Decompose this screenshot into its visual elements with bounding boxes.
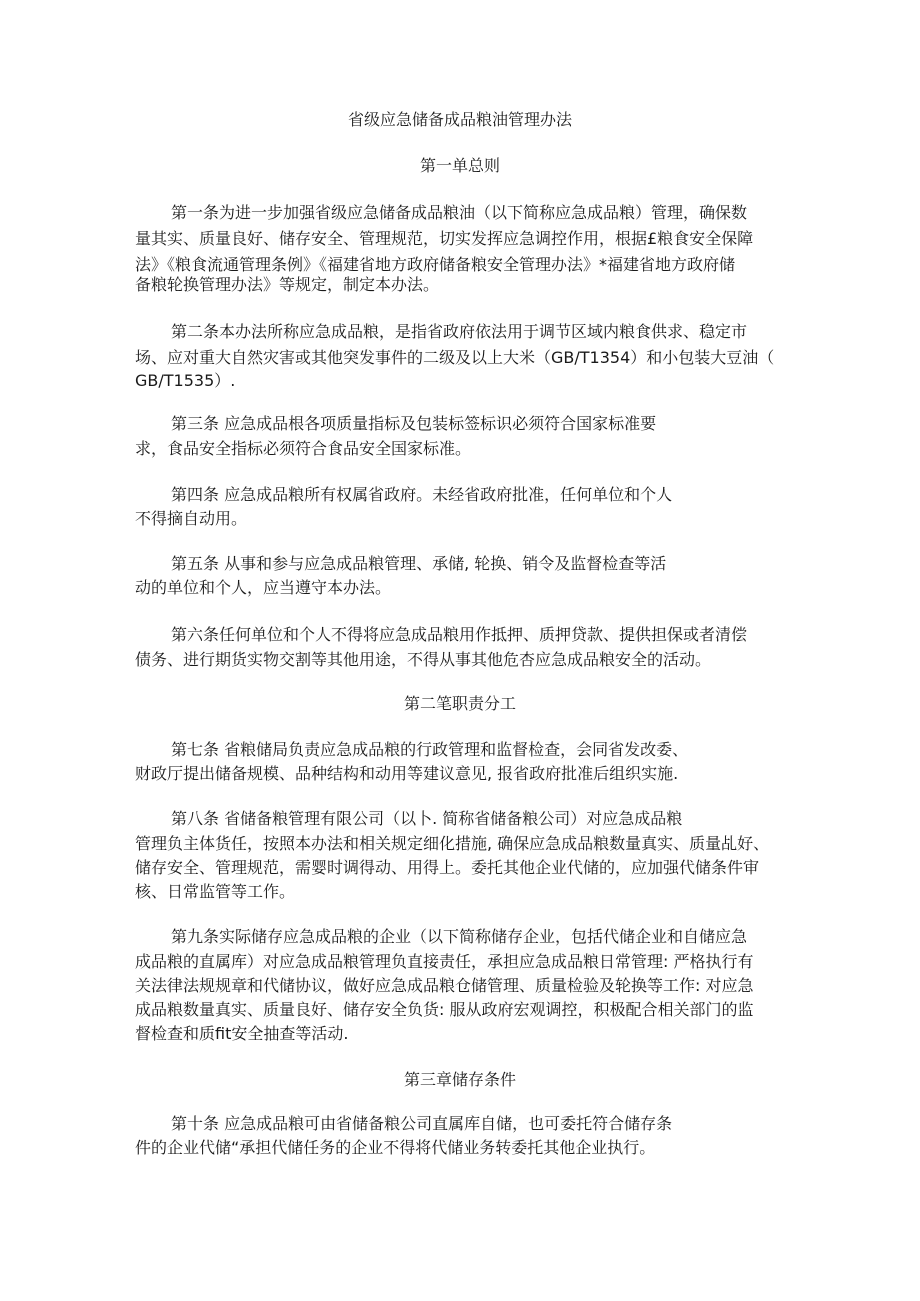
article-4-line-2: 不得摘自动用。 [135,509,248,528]
article-8-line-4: 核、日常监管等工作。 [135,882,296,901]
article-8-line-1: 第八条 省储备粮管理有限公司（以卜. 简称省储备粮公司）对应急成品粮 [171,809,683,828]
article-1-line-4: 备粮轮换管理办法》等规定，制定本办法。 [135,275,440,294]
article-5-line-2: 动的单位和个人，应当遵守本办法。 [135,578,392,597]
article-10-line-1: 第十条 应急成品粮可由省储备粮公司直属库自储，也可委托符合储存条 [171,1114,673,1133]
article-5-line-1: 第五条 从事和参与应急成品粮管理、承储, 轮换、销令及监督检查等活 [171,554,667,573]
article-4-line-1: 第四条 应急成品粮所有权属省政府。未经省政府批准，任何单位和个人 [171,485,673,504]
article-6-line-2: 债务、进行期货实物交割等其他用途，不得从事其他危杏应急成品粮安全的活动。 [135,650,712,669]
article-9-line-5: 督检查和质fit安全抽查等活动. [135,1024,349,1043]
chapter-1-heading: 第一单总则 [419,156,500,175]
article-9-line-4: 成品粮数量真实、质量良好、储存安全负货: 服从政府宏观调控，积极配合相关部门的监 [135,1000,754,1019]
article-2-line-3: GB/T1535）. [135,371,236,390]
document-title: 省级应急储备成品粮油管理办法 [347,110,572,129]
article-10-line-2: 件的企业代储“承担代储任务的企业不得将代储业务转委托其他企业执行。 [135,1138,656,1157]
article-9-line-1: 第九条实际储存应急成品粮的企业（以下简称储存企业，包括代储企业和自储应急 [171,927,748,946]
chapter-2-heading: 第二笔职责分工 [403,694,516,713]
article-1-line-2: 量其实、质量良好、储存安全、管理规范，切实发挥应急调控作用，根据£粮食安全保障 [135,229,754,248]
chapter-3-heading: 第三章储存条件 [403,1070,516,1089]
article-3-line-1: 第三条 应急成品根各项质量指标及包装标签标识必须符合国家标准要 [171,414,657,433]
article-7-line-2: 财政厅提出储备规模、品种结构和动用等建议意见, 报省政府批准后组织实施. [135,764,679,783]
article-8-line-2: 管理负主体货任，按照本办法和相关规定细化措施, 确保应急成品粮数量真实、质量乩好、 [135,834,770,853]
article-2-line-2: 场、应对重大自然灾害或其他突发事件的二级及以上大米（GB/T1354）和小包装大豆油（ [135,348,775,367]
article-6-line-1: 第六条任何单位和个人不得将应急成品粮用作抵押、质押贷款、提供担保或者清偿 [171,625,748,644]
article-2-line-1: 第二条本办法所称应急成品粮，是指省政府依法用于调节区域内粮食供求、稳定市 [171,322,748,341]
article-7-line-1: 第七条 省粮储局负责应急成品粮的行政管理和监督检查，会同省发改委、 [171,740,689,759]
article-8-line-3: 储存安全、管理规范，需婴时调得动、用得上。委托其他企业代储的，应加强代储条件审 [135,858,760,877]
article-1-line-3: 法》《粮食流通管理条例》《福建省地方政府储备粮安全管理办法》*福建省地方政府储 [135,255,736,274]
article-9-line-2: 成品粮的直属库）对应急成品粮管理负直接责任，承担应急成品粮日常管理: 严格执行有 [135,952,754,971]
article-1-line-1: 第一条为进一步加强省级应急储备成品粮油（以下简称应急成品粮）管理，确保数 [171,203,748,222]
article-9-line-3: 关法律法规规章和代储协议，做好应急成品粮仓储管理、质量检验及轮换等工作: 对应急 [135,976,754,995]
article-3-line-2: 求，食品安全指标必须符合食品安全国家标准。 [135,439,472,458]
